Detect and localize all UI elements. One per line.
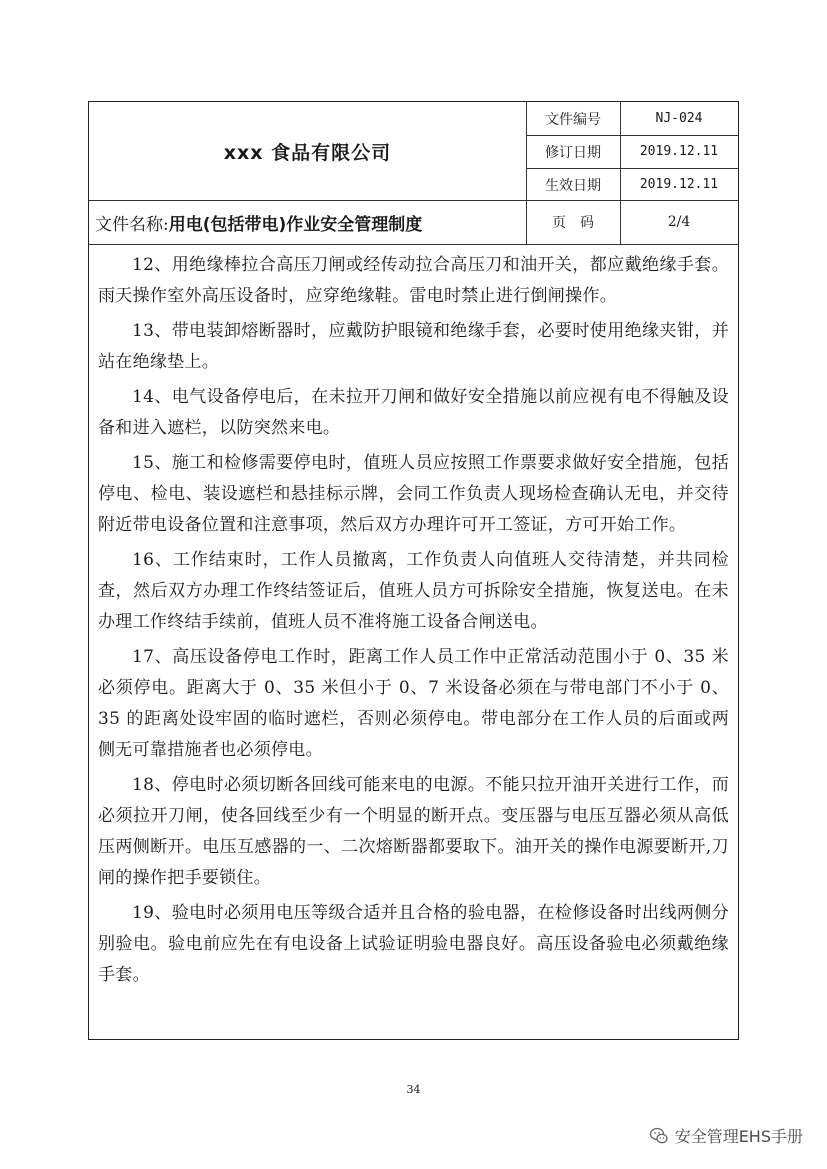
- document-body: [98, 250, 729, 995]
- document-frame: [88, 101, 739, 1040]
- page-label: 页码: [552, 215, 608, 231]
- company-name: xxx 食品有限公司: [223, 141, 392, 164]
- header-divider-horizontal: [89, 244, 738, 245]
- file-number-label: 文件编号: [545, 111, 601, 128]
- watermark: [649, 1124, 803, 1147]
- wechat-icon: [649, 1126, 669, 1146]
- paragraph: 18、停电时必须切断各回线可能来电的电源。不能只拉开油开关进行工作，而必须拉开刀闸，使各回线至少有一个明显的断开点。变压器与电压互器必须从高低压两侧断开。电压互感器的一、二次熔断器都要取下。油开关的操作电源要断开,刀闸的操作把手要锁住。: [98, 775, 729, 888]
- effective-date-value: 2019.12.11: [639, 177, 719, 192]
- paragraph: 14、电气设备停电后，在未拉开刀闸和做好安全措施以前应视有电不得触及设备和进入遮栏，以防突然来电。: [98, 387, 729, 438]
- file-number-value: NJ-024: [655, 111, 703, 126]
- revision-date-label: 修订日期: [545, 144, 601, 161]
- watermark-text: 安全管理EHS手册: [674, 1127, 803, 1146]
- effective-date-label: 生效日期: [545, 177, 601, 194]
- paragraph: 15、施工和检修需要停电时，值班人员应按照工作票要求做好安全措施，包括停电、检电、装设遮栏和悬挂标示牌，会同工作负责人现场检查确认无电，并交待附近带电设备位置和注意事项，然后双方办理许可开工签证，方可开始工作。: [98, 453, 729, 535]
- page-number: 34: [406, 1083, 421, 1096]
- paragraph: 19、验电时必须用电压等级合适并且合格的验电器，在检修设备时出线两侧分别验电。验电前应先在有电设备上试验证明验电器良好。高压设备验电必须戴绝缘手套。: [98, 903, 729, 985]
- paragraph: 17、高压设备停电工作时，距离工作人员工作中正常活动范围小于 0、35 米必须停电。距离大于 0、35 米但小于 0、7 米设备必须在与带电部门不小于 0、35 的距离处设牢固的临时遮栏，否则必须停电。带电部分在工作人员的后面或两侧无可靠措施者也必须停电。: [98, 647, 729, 760]
- revision-date-value: 2019.12.11: [639, 144, 719, 159]
- document-name-label: 文件名称:: [95, 214, 169, 235]
- paragraph: 12、用绝缘棒拉合高压刀闸或经传动拉合高压刀和油开关，都应戴绝缘手套。雨天操作室外高压设备时，应穿绝缘鞋。雷电时禁止进行倒闸操作。: [98, 255, 729, 306]
- document-name: 用电(包括带电)作业安全管理制度: [168, 214, 423, 235]
- paragraph: 16、工作结束时，工作人员撤离，工作负责人向值班人交待清楚，并共同检查，然后双方办理工作终结签证后，值班人员方可拆除安全措施，恢复送电。在未办理工作终结手续前，值班人员不准将施工设备合闸送电。: [98, 550, 729, 632]
- paragraph: 13、带电装卸熔断器时，应戴防护眼镜和绝缘手套，必要时使用绝缘夹钳，并站在绝缘垫上。: [98, 321, 729, 372]
- document-name-row: [95, 200, 525, 244]
- page-value: 2/4: [667, 214, 691, 230]
